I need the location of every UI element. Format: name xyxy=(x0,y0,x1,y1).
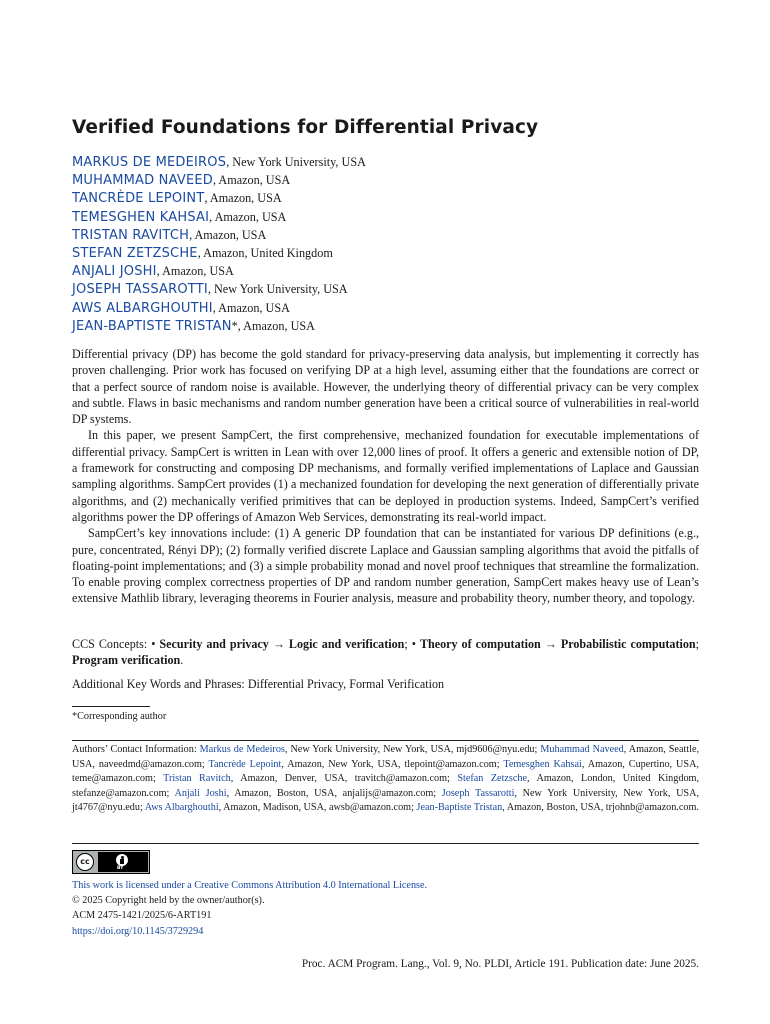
contact-author-link[interactable]: Jean-Baptiste Tristan xyxy=(416,802,503,813)
author-name[interactable]: MARKUS DE MEDEIROS xyxy=(72,155,227,170)
contact-info: , Amazon, New York, USA, tlepoint@amazon.com; xyxy=(281,758,504,770)
author-name[interactable]: STEFAN ZETZSCHE xyxy=(72,245,198,261)
footnote-corresponding: *Corresponding author xyxy=(72,711,167,722)
contact-author-link[interactable]: Tancrède Lepoint xyxy=(208,758,282,770)
keywords: Additional Key Words and Phrases: Differential Privacy, Formal Verification xyxy=(72,677,445,691)
attribution-person-icon xyxy=(115,853,129,867)
ccs-prefix: CCS Concepts: • xyxy=(72,637,160,651)
author-name[interactable]: TANCRÈDE LEPOINT xyxy=(72,191,205,207)
author-name[interactable]: ANJALI JOSHI xyxy=(72,264,157,280)
divider xyxy=(72,843,699,844)
author-affiliation: , New York University, USA xyxy=(226,155,366,169)
author-affiliation: , Amazon, United Kingdom xyxy=(197,245,333,260)
author-entry xyxy=(72,262,366,280)
doi-link[interactable]: https://doi.org/10.1145/3729294 xyxy=(72,925,204,937)
ccs-concept: Theory of computation xyxy=(419,637,541,651)
contact-info: , Amazon, Cupertino, USA, teme@amazon.com; xyxy=(72,758,699,784)
author-entry xyxy=(72,280,366,298)
contact-author-link[interactable]: Temesghen Kahsai xyxy=(503,758,582,770)
contact-info: , Amazon, Boston, USA, trjohnb@amazon.com. xyxy=(502,802,699,813)
license-link[interactable]: This work is licensed under a Creative Commons Attribution 4.0 International License. xyxy=(72,880,428,891)
author-affiliation: *, Amazon, USA xyxy=(231,318,315,333)
author-entry xyxy=(72,299,366,317)
cc-by-license-badge[interactable] xyxy=(72,850,150,874)
paper-title: Verified Foundations for Differential Privacy xyxy=(72,117,539,138)
contact-author-link[interactable]: Markus de Medeiros xyxy=(199,744,285,755)
acm-identifier: ACM 2475-1421/2025/6-ART191 xyxy=(72,910,212,922)
contact-info: , Amazon, Seattle, USA, naveedmd@amazon.com; xyxy=(72,744,700,770)
ccs-separator: ; • xyxy=(404,637,420,651)
ccs-concept: Probabilistic computation xyxy=(560,637,696,651)
ccs-separator: ; xyxy=(695,637,700,651)
copyright-notice: © 2025 Copyright held by the owner/author(s). xyxy=(72,895,265,907)
contact-author-link[interactable]: Stefan Zetzsche xyxy=(457,773,528,784)
author-affiliation: , Amazon, USA xyxy=(204,191,282,206)
author-entry xyxy=(72,317,366,335)
ccs-concept: Security and privacy xyxy=(159,637,269,651)
ccs-concept: Logic and verification xyxy=(288,637,405,651)
author-name[interactable]: AWS ALBARGHOUTHI xyxy=(72,300,213,316)
contact-author-link[interactable]: Joseph Tassarotti xyxy=(441,787,515,799)
contact-author-link[interactable]: Anjali Joshi xyxy=(174,787,227,799)
author-entry xyxy=(72,153,366,171)
contact-info: , New York University, New York, USA, mjd9606@nyu.edu; xyxy=(284,744,541,755)
divider xyxy=(72,740,699,741)
ccs-concept: Program verification xyxy=(72,653,181,668)
by-label: BY xyxy=(117,866,124,871)
footnote-rule xyxy=(72,706,150,707)
author-affiliation: , Amazon, USA xyxy=(212,300,290,315)
contact-author-link[interactable]: Aws Albarghouthi xyxy=(144,802,219,813)
author-affiliation: , New York University, USA xyxy=(207,282,348,297)
contact-info: , Amazon, Madison, USA, awsb@amazon.com; xyxy=(218,802,417,813)
ccs-concepts xyxy=(72,636,699,669)
author-affiliation: , Amazon, USA xyxy=(209,209,287,224)
abstract-paragraph: Differential privacy (DP) has become the gold standard for privacy-preserving data analysis, but implementing it correctly has proven challenging. Prior work has focused on verifying DP at a high level, assuming either that the foundations are correct or that a perfect source of random noise is available. However, the underlying theory of differential privacy can be very complex and subtle. Flaws in basic mechanisms and random number generation have been a critical source of vulnerabilities in real-world DP systems. xyxy=(72,347,699,427)
author-affiliation: , Amazon, USA xyxy=(189,227,267,242)
author-name[interactable]: JEAN-BAPTISTE TRISTAN xyxy=(72,318,232,334)
abstract-paragraph: In this paper, we present SampCert, the first comprehensive, mechanized foundation for executable implementations of differential privacy. SampCert is written in Lean with over 12,000 lines of proof. It offers a generic and extensible notion of DP, a framework for constructing and composing DP mechanisms, and formally verified implementations of Laplace and Gaussian sampling algorithms. SampCert provides (1) a mechanized foundation for developing the next generation of differentially private algorithms, and (2) mechanically verified primitives that can be deployed in production systems. Indeed, SampCert’s verified algorithms power the DP offerings of Amazon Web Services, demonstrating its real-world impact. xyxy=(72,428,699,524)
abstract xyxy=(72,346,699,607)
author-entry xyxy=(72,244,366,262)
ccs-arrow: → xyxy=(540,637,561,651)
author-entry xyxy=(72,171,366,189)
contact-info: , Amazon, Denver, USA, travitch@amazon.com; xyxy=(230,773,458,784)
author-name[interactable]: TRISTAN RAVITCH xyxy=(72,227,190,243)
author-name[interactable]: TEMESGHEN KAHSAI xyxy=(72,209,210,225)
author-name[interactable]: MUHAMMAD NAVEED xyxy=(72,173,213,189)
author-affiliation: , Amazon, USA xyxy=(213,173,291,188)
ccs-arrow: → xyxy=(268,637,289,651)
ccs-end: . xyxy=(180,653,184,668)
page-footer: Proc. ACM Program. Lang., Vol. 9, No. PLDI, Article 191. Publication date: June 2025. xyxy=(301,958,699,970)
contact-author-link[interactable]: Tristan Ravitch xyxy=(163,773,231,784)
author-entry xyxy=(72,189,366,207)
author-entry xyxy=(72,226,366,244)
contact-label: Authors’ Contact Information: xyxy=(72,744,200,755)
author-affiliation: , Amazon, USA xyxy=(156,264,234,279)
contact-info: , Amazon, Boston, USA, anjalijs@amazon.com; xyxy=(226,787,442,799)
author-entry xyxy=(72,208,366,226)
contact-info: , New York University, New York, USA, jt4767@nyu.edu; xyxy=(72,787,699,813)
contact-information xyxy=(72,743,699,816)
contact-author-link[interactable]: Muhammad Naveed xyxy=(540,744,624,755)
author-name[interactable]: JOSEPH TASSAROTTI xyxy=(72,282,208,298)
abstract-paragraph: SampCert’s key innovations include: (1) A generic DP foundation that can be instantiated for various DP definitions (e.g., pure, concentrated, Rényi DP); (2) formally verified discrete Laplace and Gaussian sampling algorithms that avoid the pitfalls of floating-point implementations; and (3) a simple probability monad and novel proof techniques that streamline the formalization. To enable proving complex correctness properties of DP and random number generation, SampCert makes heavy use of Lean’s extensive Mathlib library, leveraging theorems in Fourier analysis, measure and probability theory, number theory, and topology. xyxy=(72,526,699,606)
cc-icon: cc xyxy=(76,853,94,871)
author-list xyxy=(72,153,366,335)
license-info xyxy=(72,878,427,939)
contact-info: , Amazon, London, United Kingdom, stefanze@amazon.com; xyxy=(72,773,700,799)
